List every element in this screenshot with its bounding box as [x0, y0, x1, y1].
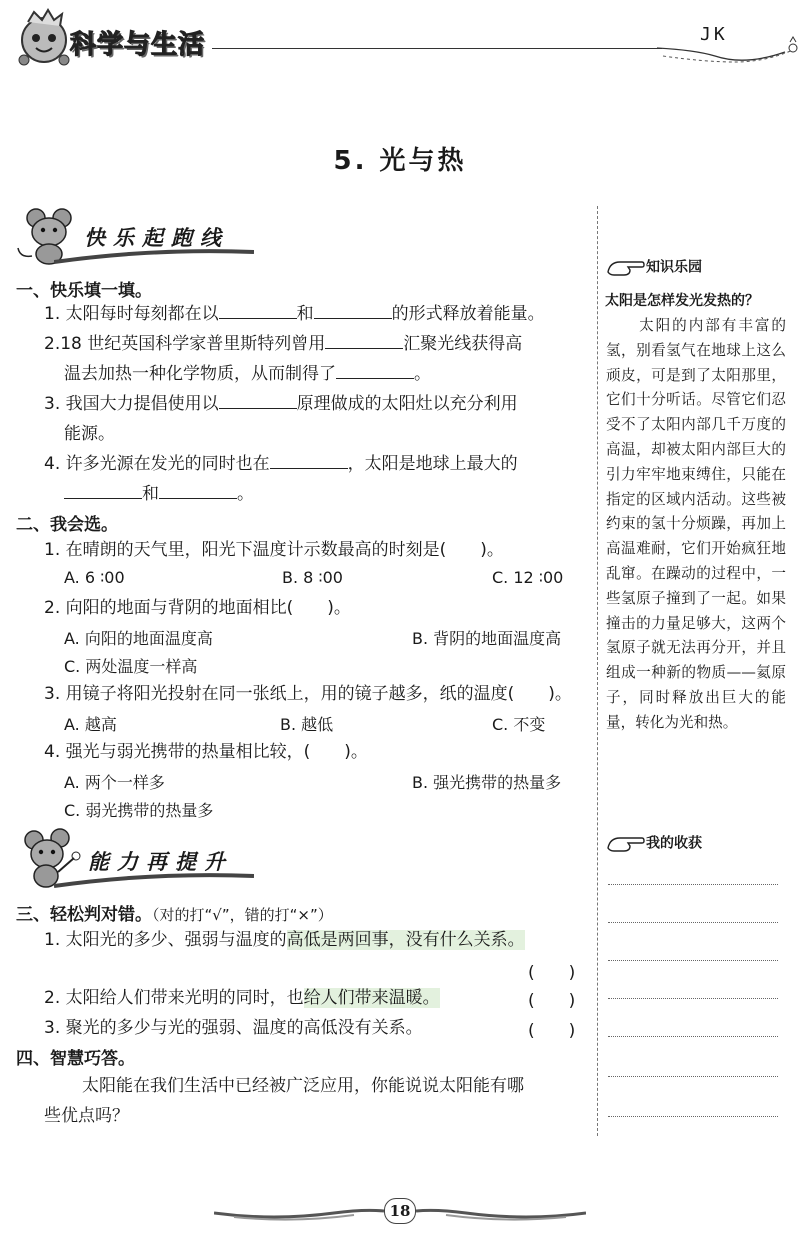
option-a[interactable]: A. 向阳的地面温度高 — [64, 629, 213, 648]
knowledge-heading: 知识乐园 — [646, 259, 702, 276]
q2-text-d: 。 — [414, 364, 431, 384]
answer-blank[interactable] — [314, 301, 392, 319]
part4-line2: 些优点吗？ — [44, 1106, 129, 1126]
option-b[interactable]: B. 背阴的地面温度高 — [412, 629, 562, 648]
judge-paren[interactable]: ( ) — [528, 1021, 576, 1041]
option-c[interactable]: C. 两处温度一样高 — [64, 657, 198, 676]
q1-text: 1. 太阳光的多少、强弱与温度的 — [44, 930, 287, 950]
q2-highlight: 给人们带来温暖。 — [303, 988, 440, 1008]
part2-q3-stem: 3. 用镜子将阳光投射在同一张纸上，用的镜子越多，纸的温度( )。 — [44, 684, 572, 704]
banner-a-text: 快乐起跑线 — [84, 226, 229, 250]
q1-text-c: 的形式释放着能量。 — [391, 304, 545, 324]
pointing-hand-icon — [606, 832, 646, 854]
option-c[interactable]: C. 12 ∶00 — [492, 568, 564, 587]
banner-b-text: 能力再提升 — [88, 850, 233, 874]
q2-text-b: 汇聚光线获得高 — [403, 334, 523, 354]
part1-heading: 一、快乐填一填。 — [16, 281, 152, 301]
part2-q2-stem: 2. 向阳的地面与背阴的地面相比( )。 — [44, 598, 351, 618]
q2-text: 2. 太阳给人们带来光明的同时，也 — [44, 988, 304, 1008]
part1-q2-line2 — [64, 360, 640, 389]
q2-text-c: 温去加热一种化学物质，从而制得了 — [64, 364, 336, 384]
harvest-heading: 我的收获 — [646, 835, 702, 852]
sidebar-question: 太阳是怎样发光发热的？ — [605, 293, 759, 309]
part2-q1-stem: 1. 在晴朗的天气里，阳光下温度计示数最高的时刻是( )。 — [44, 540, 504, 560]
header-rule — [212, 48, 662, 49]
page-number: 18 — [384, 1198, 416, 1224]
option-a[interactable]: A. 越高 — [64, 715, 117, 734]
notes-line[interactable] — [608, 1036, 778, 1037]
part1-q2-line1 — [44, 330, 620, 359]
answer-blank[interactable] — [64, 481, 142, 499]
part1-q1 — [44, 300, 620, 329]
q1-highlight: 高低是两回事，没有什么关系。 — [286, 930, 525, 950]
judge-paren[interactable]: ( ) — [528, 991, 576, 1011]
header-wave-decoration — [655, 36, 800, 66]
notes-line[interactable] — [608, 884, 778, 885]
q4-text-b: ，太阳是地球上最大的 — [347, 454, 518, 474]
part1-q3-line1 — [44, 390, 620, 419]
notes-line[interactable] — [608, 960, 778, 961]
judge-paren[interactable]: ( ) — [528, 963, 576, 983]
footer-wave-left — [214, 1199, 384, 1223]
q4-text-c: 和 — [142, 484, 159, 504]
option-b[interactable]: B. 强光携带的热量多 — [412, 773, 562, 792]
banner-ability-up — [14, 828, 244, 888]
mascot-logo-icon — [14, 8, 74, 70]
banner-happy-start — [14, 206, 244, 266]
q1-text-b: 和 — [296, 304, 314, 324]
part2-q4-stem: 4. 强光与弱光携带的热量相比较，( )。 — [44, 742, 368, 762]
option-b[interactable]: B. 越低 — [280, 715, 334, 734]
part1-q3-line2: 能源。 — [64, 424, 115, 444]
notes-line[interactable] — [608, 998, 778, 999]
q3-text-a: 3. 我国大力提倡使用以 — [44, 394, 219, 414]
part3-heading: 三、轻松判对错。 — [16, 905, 152, 925]
notes-line[interactable] — [608, 1076, 778, 1077]
part1-q4-line1 — [44, 450, 620, 479]
harvest-heading-row — [606, 832, 702, 854]
part4-line1: 太阳能在我们生活中已经被广泛应用，你能说说太阳能有哪 — [82, 1076, 524, 1096]
answer-blank[interactable] — [270, 451, 348, 469]
part2-heading: 二、我会选。 — [16, 515, 118, 535]
answer-blank[interactable] — [325, 331, 403, 349]
part1-q4-line2 — [64, 480, 640, 509]
knowledge-heading-row — [606, 256, 702, 278]
answer-blank[interactable] — [219, 391, 297, 409]
option-c[interactable]: C. 弱光携带的热量多 — [64, 801, 214, 820]
option-a[interactable]: A. 两个一样多 — [64, 773, 165, 792]
q4-text-a: 4. 许多光源在发光的同时也在 — [44, 454, 270, 474]
part4-heading: 四、智慧巧答。 — [16, 1049, 135, 1069]
series-title: 科学与生活 — [70, 30, 206, 60]
page-footer — [0, 1198, 800, 1224]
q4-text-d: 。 — [237, 484, 254, 504]
sidebar-body: 太阳的内部有丰富的氢，别看氢气在地球上这么顽皮，可是到了太阳那里，它们十分听话。尽管它们忍受不了太阳内部几千万度的高温，却被太阳内部巨大的引力牢牢地束缚住，只能在指定的区域内活动。这些被约束的氢十分烦躁，再加上高温难耐，它们开始疯狂地乱窜。在躁动的过程中，一些氢原子撞到了一起。如果撞击的力量足够大，这两个氢原子就无法再分开，并且组成一种新的物质——氦原子，同时释放出巨大的能量，转化为光和热。 — [606, 317, 786, 731]
option-a[interactable]: A. 6 ∶00 — [64, 568, 125, 587]
option-b[interactable]: B. 8 ∶00 — [282, 568, 343, 587]
notes-line[interactable] — [608, 922, 778, 923]
q1-text-a: 1. 太阳每时每刻都在以 — [44, 304, 219, 324]
option-c[interactable]: C. 不变 — [492, 715, 546, 734]
edition-code: JK — [700, 24, 728, 45]
part3-heading-row — [16, 900, 592, 925]
answer-blank[interactable] — [336, 361, 414, 379]
pointing-hand-icon — [606, 256, 646, 278]
part3-q1 — [44, 926, 620, 955]
notes-line[interactable] — [608, 1116, 778, 1117]
column-divider — [597, 206, 598, 1136]
answer-blank[interactable] — [159, 481, 237, 499]
part3-note: （对的打“√”，错的打“×”） — [152, 906, 333, 924]
q2-text-a: 2.18 世纪英国科学家普里斯特列曾用 — [44, 334, 326, 354]
footer-wave-right — [416, 1199, 586, 1223]
lesson-title: 5. 光与热 — [333, 146, 467, 176]
answer-blank[interactable] — [219, 301, 297, 319]
q3-text-b: 原理做成的太阳灶以充分利用 — [296, 394, 518, 414]
part3-q3: 3. 聚光的多少与光的强弱、温度的高低没有关系。 — [44, 1018, 423, 1038]
